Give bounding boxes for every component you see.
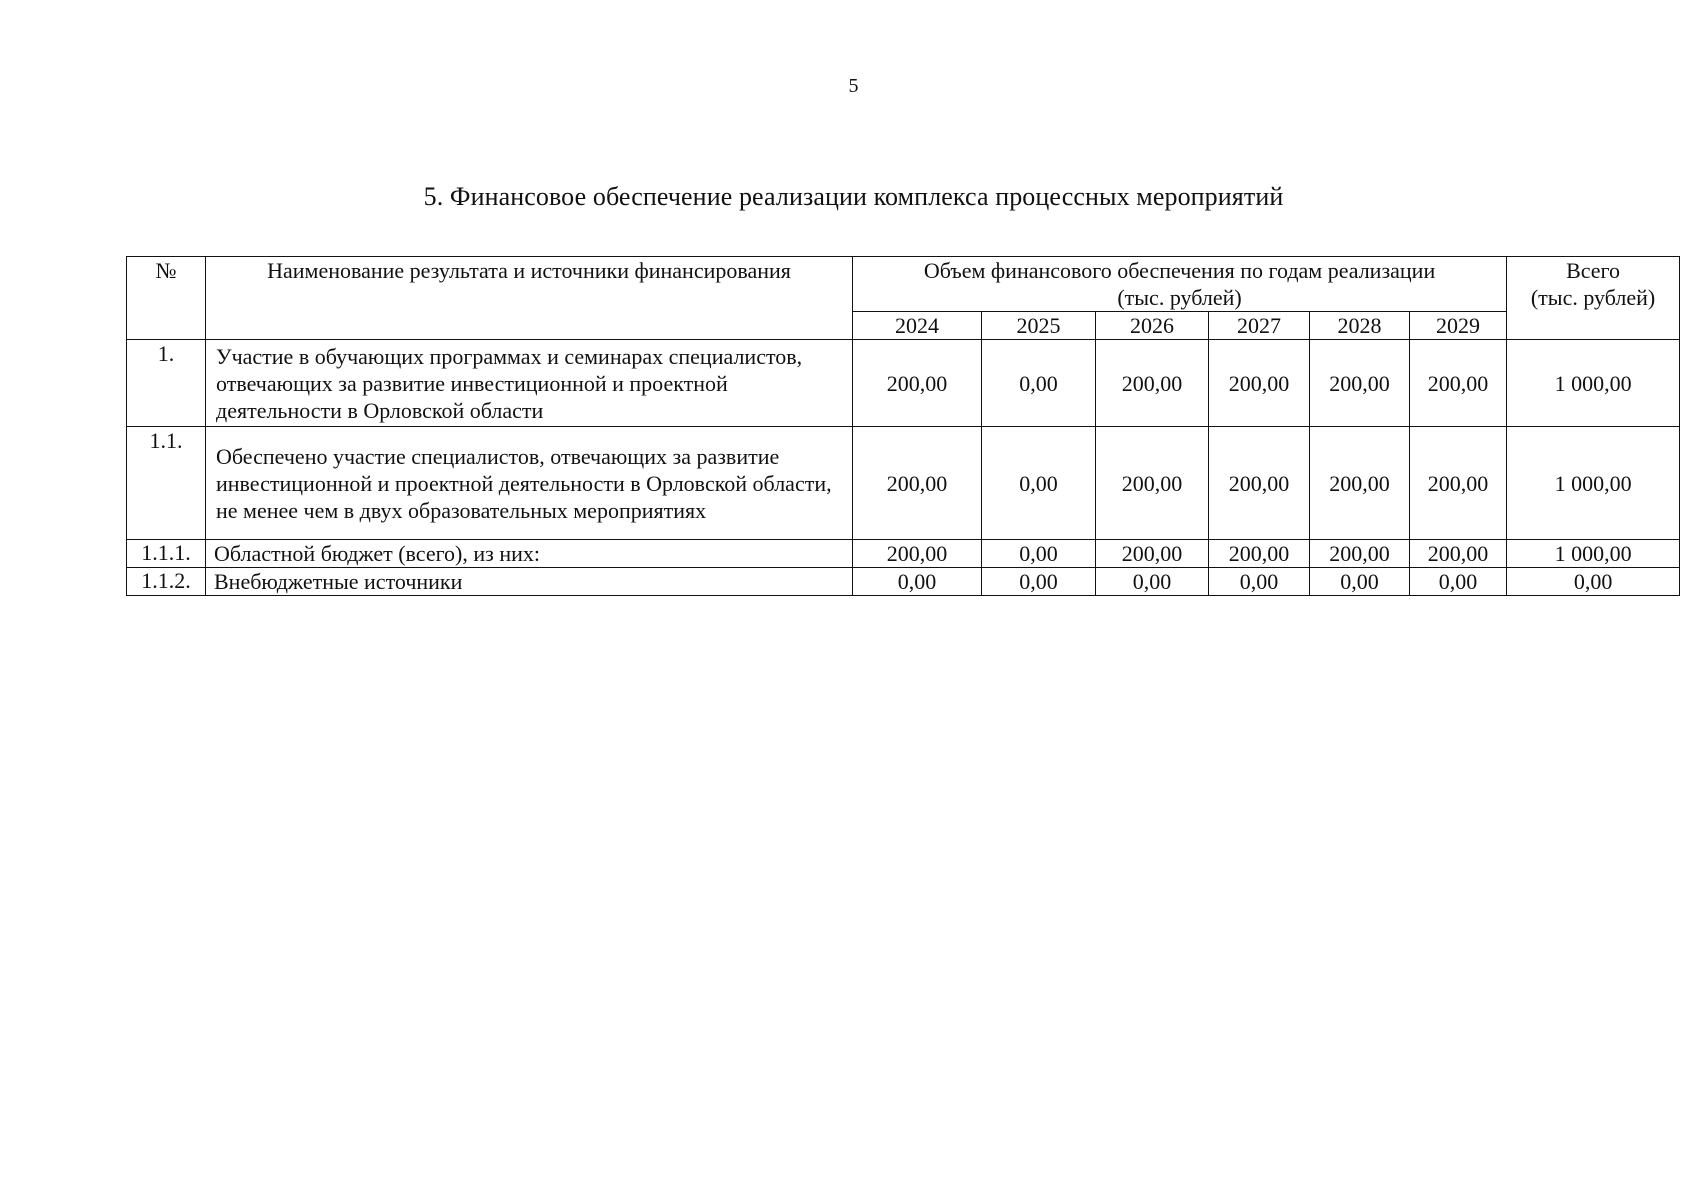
row-value-2025: 0,00 [982, 340, 1096, 427]
header-total-line1: Всего [1566, 258, 1621, 283]
header-year-2029: 2029 [1410, 312, 1507, 340]
row-value-2027: 0,00 [1209, 568, 1310, 596]
row-total: 1 000,00 [1507, 427, 1680, 540]
row-value-2024: 200,00 [853, 427, 982, 540]
row-value-2026: 200,00 [1096, 340, 1209, 427]
row-value-2026: 200,00 [1096, 427, 1209, 540]
header-year-2024: 2024 [853, 312, 982, 340]
header-row [127, 257, 1680, 312]
header-num: № [127, 257, 206, 340]
section-title: 5. Финансовое обеспечение реализации комплекса процессных мероприятий [423, 182, 1284, 211]
row-name: Участие в обучающих программах и семинарах специалистов, отвечающих за развитие инвестиционной и проектной деятельности в Орловской области [206, 340, 853, 427]
row-value-2028: 0,00 [1310, 568, 1410, 596]
header-name: Наименование результата и источники финансирования [206, 257, 853, 340]
table-row [127, 427, 1680, 540]
row-num: 1.1. [127, 427, 206, 540]
row-value-2028: 200,00 [1310, 427, 1410, 540]
row-num: 1.1.2. [127, 568, 206, 596]
row-name: Областной бюджет (всего), из них: [206, 540, 853, 568]
row-name: Обеспечено участие специалистов, отвечающих за развитие инвестиционной и проектной деятельности в Орловской области, не менее чем в двух образовательных мероприятиях [206, 427, 853, 540]
header-year-2026: 2026 [1096, 312, 1209, 340]
row-value-2029: 200,00 [1410, 540, 1507, 568]
table-row [127, 340, 1680, 427]
row-name: Внебюджетные источники [206, 568, 853, 596]
header-total [1507, 257, 1680, 340]
row-value-2027: 200,00 [1209, 540, 1310, 568]
row-value-2029: 200,00 [1410, 340, 1507, 427]
page-number: 5 [848, 75, 859, 97]
row-num: 1. [127, 340, 206, 427]
header-total-line2: (тыс. рублей) [1530, 285, 1656, 310]
header-volume-line2: (тыс. рублей) [1117, 285, 1242, 310]
header-year-2028: 2028 [1310, 312, 1410, 340]
row-value-2025: 0,00 [982, 540, 1096, 568]
row-value-2026: 0,00 [1096, 568, 1209, 596]
row-total: 1 000,00 [1507, 340, 1680, 427]
row-value-2024: 0,00 [853, 568, 982, 596]
row-value-2027: 200,00 [1209, 340, 1310, 427]
row-total: 0,00 [1507, 568, 1680, 596]
financing-table [126, 256, 1680, 596]
row-value-2024: 200,00 [853, 340, 982, 427]
row-value-2028: 200,00 [1310, 340, 1410, 427]
row-value-2026: 200,00 [1096, 540, 1209, 568]
row-value-2025: 0,00 [982, 568, 1096, 596]
header-year-2027: 2027 [1209, 312, 1310, 340]
row-value-2029: 0,00 [1410, 568, 1507, 596]
header-volume [853, 257, 1507, 312]
row-num: 1.1.1. [127, 540, 206, 568]
row-value-2024: 200,00 [853, 540, 982, 568]
header-volume-line1: Объем финансового обеспечения по годам реализации [923, 258, 1436, 283]
header-year-2025: 2025 [982, 312, 1096, 340]
row-total: 1 000,00 [1507, 540, 1680, 568]
row-value-2025: 0,00 [982, 427, 1096, 540]
row-value-2028: 200,00 [1310, 540, 1410, 568]
row-value-2029: 200,00 [1410, 427, 1507, 540]
table-row [127, 568, 1680, 596]
table-row [127, 540, 1680, 568]
row-value-2027: 200,00 [1209, 427, 1310, 540]
